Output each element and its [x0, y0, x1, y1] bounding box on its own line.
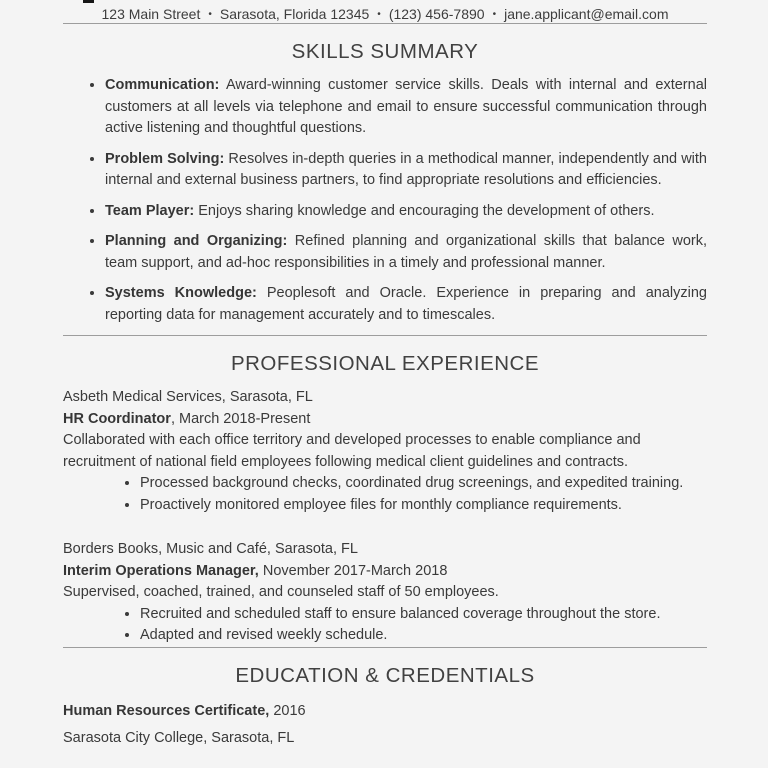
job-bullet: • Adapted and revised weekly schedule. [140, 625, 707, 647]
education-section [63, 664, 707, 750]
city-state-text: Sarasota, Florida 12345 [219, 6, 370, 22]
phone-text: (123) 456-7890 [388, 6, 485, 22]
education-block [63, 701, 707, 750]
contact-line [63, 0, 707, 23]
separator-dot: • [492, 9, 497, 20]
section-divider [63, 335, 707, 336]
skill-label: Problem Solving: [105, 150, 225, 167]
section-title-skills: SKILLS SUMMARY [291, 40, 479, 63]
section-title-experience: PROFESSIONAL EXPERIENCE [230, 352, 540, 375]
role-line [63, 561, 707, 583]
address-text: 123 Main Street [101, 6, 201, 22]
skill-description: Refined planning and organizational skills that balance work, team support, and ad-hoc responsibilities in a timely and professional manner. [105, 233, 707, 271]
degree-year: 2016 [269, 702, 306, 719]
skill-description: Enjoys sharing knowledge and encouraging the development of others. [194, 202, 655, 219]
skills-section [63, 40, 707, 326]
job-entry [63, 539, 707, 647]
skill-description: Peoplesoft and Oracle. Experience in preparing and analyzing reporting data for management accurately and to timescales. [105, 285, 708, 323]
skill-item [105, 149, 707, 192]
email-text: jane.applicant@email.com [504, 6, 669, 22]
separator-dot: • [208, 9, 212, 20]
degree-title: Human Resources Certificate, [63, 702, 270, 719]
company-line: Asbeth Medical Services, Sarasota, FL [63, 389, 313, 405]
skill-label: Team Player: [105, 202, 195, 219]
job-bullet: • Processed background checks, coordinated drug screenings, and expedited training. [140, 473, 707, 495]
company-line: Borders Books, Music and Café, Sarasota, FL [63, 541, 358, 557]
job-bullet-list [63, 473, 707, 516]
role-dates: , March 2018-Present [170, 410, 311, 427]
job-summary: Supervised, coached, trained, and counseled staff of 50 employees. [63, 584, 499, 600]
skill-item [105, 231, 707, 274]
section-divider [63, 647, 707, 648]
skill-label: Communication: [105, 77, 220, 93]
experience-section [63, 352, 707, 647]
skill-item [105, 75, 707, 140]
job-bullet: • Proactively monitored employee files for monthly compliance requirements. [140, 495, 707, 517]
skill-description: Award-winning customer service skills. Deals with internal and external customers at all levels via telephone and email to ensure successful communication through active listening and thoughtful questions. [105, 77, 707, 136]
role-title: Interim Operations Manager, [63, 562, 259, 579]
separator-dot: • [377, 9, 381, 20]
job-summary: Collaborated with each office territory and developed processes to enable compliance and recruitment of national field employees following medical client guidelines and contracts. [63, 432, 641, 470]
education-degree-line [63, 701, 707, 723]
role-title: HR Coordinator [63, 410, 171, 427]
job-bullet-list [63, 604, 707, 647]
skill-label: Systems Knowledge: [105, 285, 257, 301]
section-title-education: EDUCATION & CREDENTIALS [235, 663, 535, 687]
skill-item [105, 283, 707, 326]
skills-list [63, 75, 707, 326]
skill-label: Planning and Organizing: [105, 233, 288, 249]
skill-item [105, 201, 707, 223]
skill-description: Resolves in-depth queries in a methodical manner, independently and with internal and external business partners, to find appropriate resolutions and efficiencies. [105, 150, 707, 188]
role-line [63, 409, 707, 431]
education-school-line: Sarasota City College, Sarasota, FL [63, 730, 295, 746]
cropped-content-artifact [83, 0, 94, 3]
role-dates: November 2017-March 2018 [258, 562, 448, 579]
section-divider [63, 23, 707, 24]
job-bullet: • Recruited and scheduled staff to ensure balanced coverage throughout the store. [140, 604, 707, 626]
job-entry [63, 387, 707, 516]
